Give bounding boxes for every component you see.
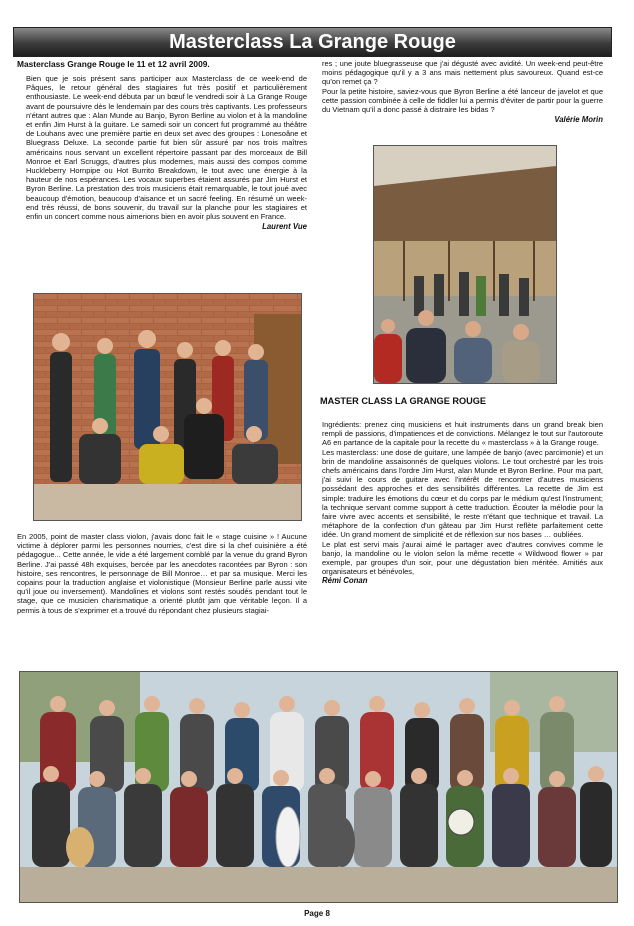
page-banner bbox=[13, 27, 612, 57]
article-valerie-continued: res ; une joute bluegrasseuse que j'ai dégusté avec avidité. Un week-end peut-être moins pédagogique qu'il y a 3 ans mais nettement plus savoureux. Quand est-ce qu'on remet ça ? bbox=[322, 59, 603, 87]
article-valerie-text: En 2005, point de master class violon, j'avais donc fait le « stage cuisine » ! Aucune victime à déplorer parmi les personnes nourries, c'est dire si la chef cuisinière a été pédagogue... Cette année, le vide a été largement comblé par la venue du grand Byron Berline. J'ai passé 48h exquises, bercée par les anecdotes racontées par Byron : son histoire, ses rencontres, le personnage de Bill Monroe… et par sa musique. Merci les copains pour la traduction anglaise et violonistique (Monsieur Berline parle aussi vite qu'il joue ou inversement). Mandolines et violons sont restés soudés pendant tout le stage, que ce musicien charismatique a orienté plutôt jam que véritable leçon. Il a permis à tous de s'exprimer et a trouvé du répondant chez plusieurs stagiai- bbox=[17, 532, 307, 615]
article-subheading: Masterclass Grange Rouge le 11 et 12 avril 2009. bbox=[17, 59, 210, 69]
left-column bbox=[17, 59, 307, 231]
article-remi-p3: Le plat est servi mais j'aurai aimé le partager avec d'autres convives comme le banjo, la mandoline ou le violon selon la même recette « Wildwood flower » par exemple, par groupes d'un soir, pour une dégustation bien méritée. Amitiés aux organisateurs et bénévoles, bbox=[322, 539, 603, 577]
photo-teachers-image bbox=[34, 294, 301, 520]
article-remi-p1: Ingrédients: prenez cinq musiciens et huit instruments dans un grand break bien rempli de passions, d'impatiences et de convictions. Mélangez le tout sur l'autoroute A6 en partance de la capitale pour la recette du « masterclass » à la Grange rouge. bbox=[322, 420, 603, 448]
right-column bbox=[322, 59, 603, 124]
right-column-lower bbox=[322, 420, 603, 585]
author-laurent: Laurent Vue bbox=[262, 222, 307, 232]
article-valerie-continued-2: Pour la petite histoire, saviez-vous que Byron Berline a été lanceur de javelot et que cette passion combinée à celle de fiddler lui a permis d'éviter de partir pour la guerre du Vietnam qu'il a donc passé à distraire les bidas ? bbox=[322, 86, 603, 115]
article-laurent-text: Bien que je sois présent sans participer aux Masterclass de ce week-end de Pâques, le retour général des stagiaires fut très positif et particulièrement enthousiaste. Le week-end débuta par un bœuf le vendredi soir à La Grange Rouge avant de poursuivre dès le lendemain par des cours très captivants. Les professeurs n'étant autres que : Alan Munde au Banjo, Byron Berline au violon et à la mandoline et enfin Jim Hurst à la guitare. Le samedi soir un concert fut programmé au théâtre de Louhans avec une première partie en deux set avec des groupes : Lonesoâne et Bluegrass Deluxe. La seconde partie fut bien sûr assuré par nos trois maîtres américains nous servant un excellent répertoire passant par des morceaux de Bill Monroe et Earl Scruggs, d'autres plus modernes, mais aussi des compos comme Huckleberry Hornpipe ou Hot Burrito Breakdown, le tout avec une énergie à la hauteur de nos espérances. Les vocaux superbes étaient assurés par Jim Hurst et Byron Berline. La prestation des trois musiciens était remarquable, le tout joué avec beaucoup d'émotion, beaucoup d'aisance et un sacré feeling. En résumé un week-end très réussi, de bons souvenir, du travail sur la planche pour les stagiaires et enfin un concert comme nous aimerions bien en avoir plus souvent en France. bbox=[26, 74, 307, 222]
author-valerie: Valérie Morin bbox=[554, 115, 603, 125]
article-remi-p2: Les masterclass: une dose de guitare, une lampée de banjo (avec parcimonie) et un brin de mandoline assaisonnés de quelques violons. Le tout orchestré par les trois chefs américains dans l'ordre Jim Hurst, alan Munde et Byron Berline. Pour ma part, j'ai suivi le cours de guitare avec l'intérêt de rencontrer d'autres musiciens possédant des approches et des sensibilités différentes. La recette de Jim est simple: traduire les émotions du cœur et du corps par le médium qu'est l'instrument; la technique servant comme support à cette traduction. Écouter la mélodie pour la faire vivre avec accents et sensibilité, le reste n'étant que technique et travail. La métaphore de la confection d'un gâteau par Jim Hurst reflète parfaitement cette idée. Un grand moment de simplicité et de réflexion sur nos bases … oubliées. bbox=[322, 447, 603, 540]
photo-teachers-group bbox=[33, 293, 302, 521]
section-title-masterclass: MASTER CLASS LA GRANGE ROUGE bbox=[320, 396, 487, 406]
banner-title: Masterclass La Grange Rouge bbox=[169, 31, 456, 53]
page-number: Page 8 bbox=[304, 909, 330, 918]
author-remi: Rémi Conan bbox=[322, 576, 368, 586]
photo-barn-jam bbox=[373, 145, 557, 384]
photo-barn-image bbox=[374, 146, 556, 383]
left-column-lower bbox=[17, 532, 307, 615]
photo-all-participants bbox=[19, 671, 618, 903]
photo-all-participants-image bbox=[20, 672, 617, 902]
